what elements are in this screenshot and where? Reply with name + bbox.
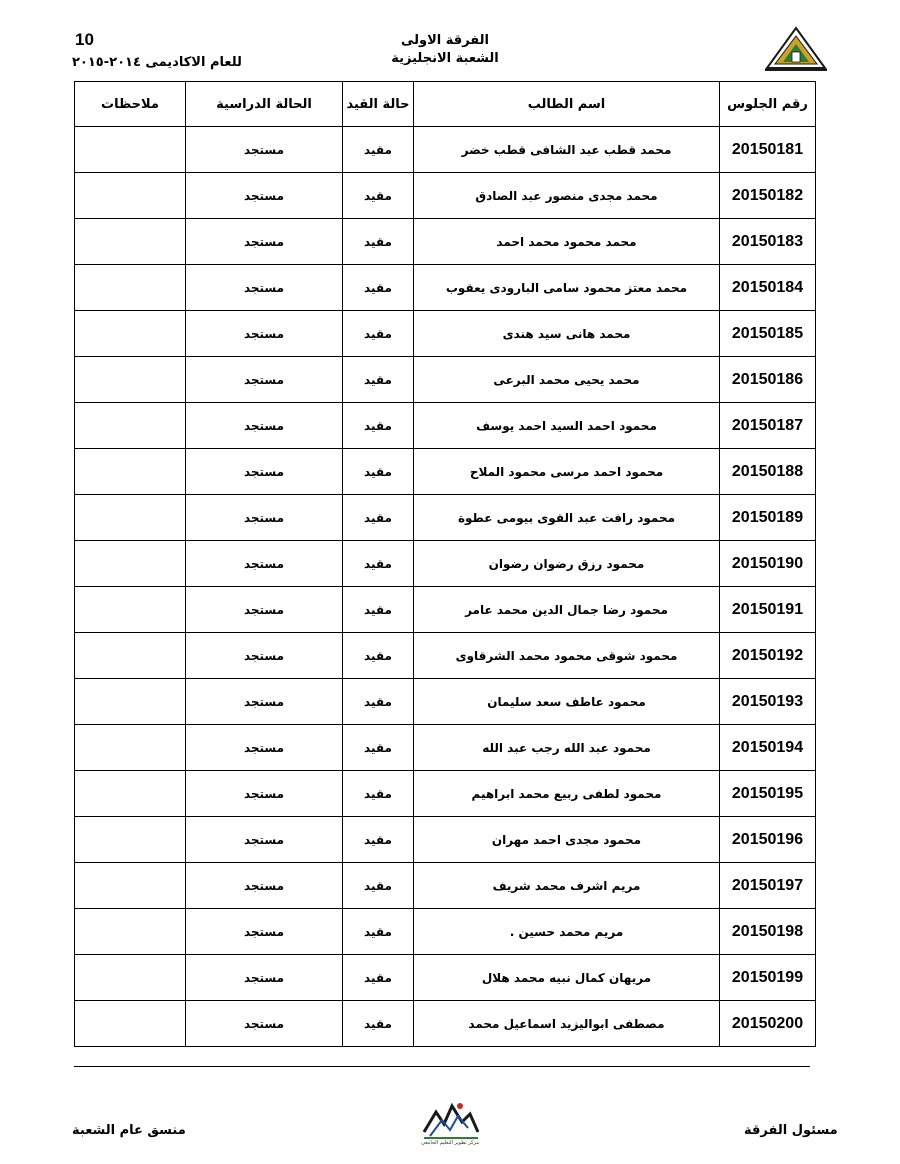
student-name-cell: محمود عبد الله رجب عبد الله [414,725,720,771]
center-logo-caption: مركز تطوير التعليم الجامعي [421,1140,479,1146]
academic-status-cell: مستجد [186,219,343,265]
enrollment-status-cell: مقيد [343,311,414,357]
page-header [0,0,900,82]
enrollment-status-cell: مقيد [343,265,414,311]
seat-number-cell: 20150182 [720,173,816,219]
student-name-cell: محمود مجدى احمد مهران [414,817,720,863]
table-row [75,403,816,449]
table-body [75,127,816,1047]
table-row [75,265,816,311]
enrollment-status-cell: مقيد [343,173,414,219]
notes-cell [75,587,186,633]
academic-status-cell: مستجد [186,1001,343,1047]
table-row [75,909,816,955]
academic-status-cell: مستجد [186,863,343,909]
seat-number-cell: 20150191 [720,587,816,633]
enrollment-status-cell: مقيد [343,863,414,909]
table-row [75,449,816,495]
table-row [75,725,816,771]
enrollment-status-cell: مقيد [343,771,414,817]
section-title: الشعبة الانجليزية [391,51,499,66]
enrollment-status-cell: مقيد [343,725,414,771]
notes-cell [75,725,186,771]
table-row [75,587,816,633]
page-footer [0,1060,900,1164]
header-notes: ملاحظات [75,82,186,127]
seat-number-cell: 20150200 [720,1001,816,1047]
academic-status-cell: مستجد [186,541,343,587]
enrollment-status-cell: مقيد [343,219,414,265]
notes-cell [75,633,186,679]
academic-status-cell: مستجد [186,311,343,357]
header-student-name: اسم الطالب [414,82,720,127]
table-row [75,127,816,173]
student-name-cell: مريهان كمال نبيه محمد هلال [414,955,720,1001]
student-name-cell: محمود رضا جمال الدين محمد عامر [414,587,720,633]
seat-number-cell: 20150196 [720,817,816,863]
page-number: 10 [75,30,94,49]
seat-number-cell: 20150188 [720,449,816,495]
enrollment-status-cell: مقيد [343,403,414,449]
notes-cell [75,449,186,495]
student-name-cell: محمود شوقى محمود محمد الشرقاوى [414,633,720,679]
signature-section-coordinator: منسق عام الشعبة [72,1123,186,1138]
academic-status-cell: مستجد [186,495,343,541]
seat-number-cell: 20150185 [720,311,816,357]
enrollment-status-cell: مقيد [343,357,414,403]
table-row [75,173,816,219]
notes-cell [75,127,186,173]
seat-number-cell: 20150190 [720,541,816,587]
students-table [74,81,816,1047]
table-row [75,311,816,357]
student-name-cell: مصطفى ابواليزيد اسماعيل محمد [414,1001,720,1047]
student-name-cell: محمود احمد مرسى محمود الملاح [414,449,720,495]
enrollment-status-cell: مقيد [343,679,414,725]
table-row [75,541,816,587]
student-name-cell: محمود رافت عبد القوى بيومى عطوة [414,495,720,541]
academic-status-cell: مستجد [186,909,343,955]
academic-status-cell: مستجد [186,725,343,771]
table-header-row [75,82,816,127]
enrollment-status-cell: مقيد [343,633,414,679]
notes-cell [75,863,186,909]
notes-cell [75,541,186,587]
header-title-block [370,32,520,68]
seat-number-cell: 20150184 [720,265,816,311]
academic-status-cell: مستجد [186,587,343,633]
university-pyramid-logo-icon [765,26,827,72]
seat-number-cell: 20150192 [720,633,816,679]
development-center-logo-icon [420,1098,480,1140]
academic-status-cell: مستجد [186,265,343,311]
table-row [75,633,816,679]
notes-cell [75,817,186,863]
notes-cell [75,173,186,219]
academic-status-cell: مستجد [186,771,343,817]
academic-status-cell: مستجد [186,679,343,725]
footer-divider [74,1066,810,1067]
academic-status-cell: مستجد [186,633,343,679]
header-seat-number: رقم الجلوس [720,82,816,127]
student-name-cell: محمود احمد السيد احمد يوسف [414,403,720,449]
table-row [75,771,816,817]
seat-number-cell: 20150195 [720,771,816,817]
notes-cell [75,909,186,955]
enrollment-status-cell: مقيد [343,587,414,633]
student-name-cell: محمد هانى سيد هندى [414,311,720,357]
student-name-cell: محمود رزق رضوان رضوان [414,541,720,587]
table-row [75,817,816,863]
signature-class-officer: مسئول الفرقة [744,1123,838,1138]
seat-number-cell: 20150198 [720,909,816,955]
notes-cell [75,357,186,403]
seat-number-cell: 20150183 [720,219,816,265]
student-name-cell: مريم اشرف محمد شريف [414,863,720,909]
academic-status-cell: مستجد [186,127,343,173]
enrollment-status-cell: مقيد [343,1001,414,1047]
academic-status-cell: مستجد [186,449,343,495]
enrollment-status-cell: مقيد [343,127,414,173]
enrollment-status-cell: مقيد [343,495,414,541]
seat-number-cell: 20150187 [720,403,816,449]
academic-status-cell: مستجد [186,357,343,403]
notes-cell [75,311,186,357]
enrollment-status-cell: مقيد [343,817,414,863]
student-name-cell: محمد قطب عبد الشافى قطب خضر [414,127,720,173]
student-name-cell: مريم محمد حسين . [414,909,720,955]
notes-cell [75,219,186,265]
academic-status-cell: مستجد [186,955,343,1001]
table-row [75,1001,816,1047]
table-row [75,955,816,1001]
notes-cell [75,679,186,725]
header-academic-status: الحالة الدراسية [186,82,343,127]
notes-cell [75,1001,186,1047]
notes-cell [75,955,186,1001]
student-name-cell: محمد محمود محمد احمد [414,219,720,265]
notes-cell [75,771,186,817]
academic-status-cell: مستجد [186,173,343,219]
enrollment-status-cell: مقيد [343,909,414,955]
student-name-cell: محمد معتز محمود سامى البارودى يعقوب [414,265,720,311]
seat-number-cell: 20150194 [720,725,816,771]
seat-number-cell: 20150189 [720,495,816,541]
academic-status-cell: مستجد [186,403,343,449]
seat-number-cell: 20150197 [720,863,816,909]
notes-cell [75,495,186,541]
table-row [75,357,816,403]
level-title: الفرقة الاولى [401,33,489,48]
student-name-cell: محمد مجدى منصور عبد الصادق [414,173,720,219]
student-name-cell: محمود لطفى ربيع محمد ابراهيم [414,771,720,817]
enrollment-status-cell: مقيد [343,955,414,1001]
student-name-cell: محمود عاطف سعد سليمان [414,679,720,725]
notes-cell [75,265,186,311]
table-row [75,219,816,265]
notes-cell [75,403,186,449]
table-row [75,863,816,909]
seat-number-cell: 20150181 [720,127,816,173]
seat-number-cell: 20150193 [720,679,816,725]
academic-year-label: للعام الاكاديمى ٢٠١٤-٢٠١٥ [72,55,242,70]
header-enrollment-status: حالة القيد [343,82,414,127]
seat-number-cell: 20150199 [720,955,816,1001]
enrollment-status-cell: مقيد [343,541,414,587]
seat-number-cell: 20150186 [720,357,816,403]
table-row [75,495,816,541]
table-row [75,679,816,725]
academic-status-cell: مستجد [186,817,343,863]
enrollment-status-cell: مقيد [343,449,414,495]
student-name-cell: محمد يحيى محمد البرعى [414,357,720,403]
